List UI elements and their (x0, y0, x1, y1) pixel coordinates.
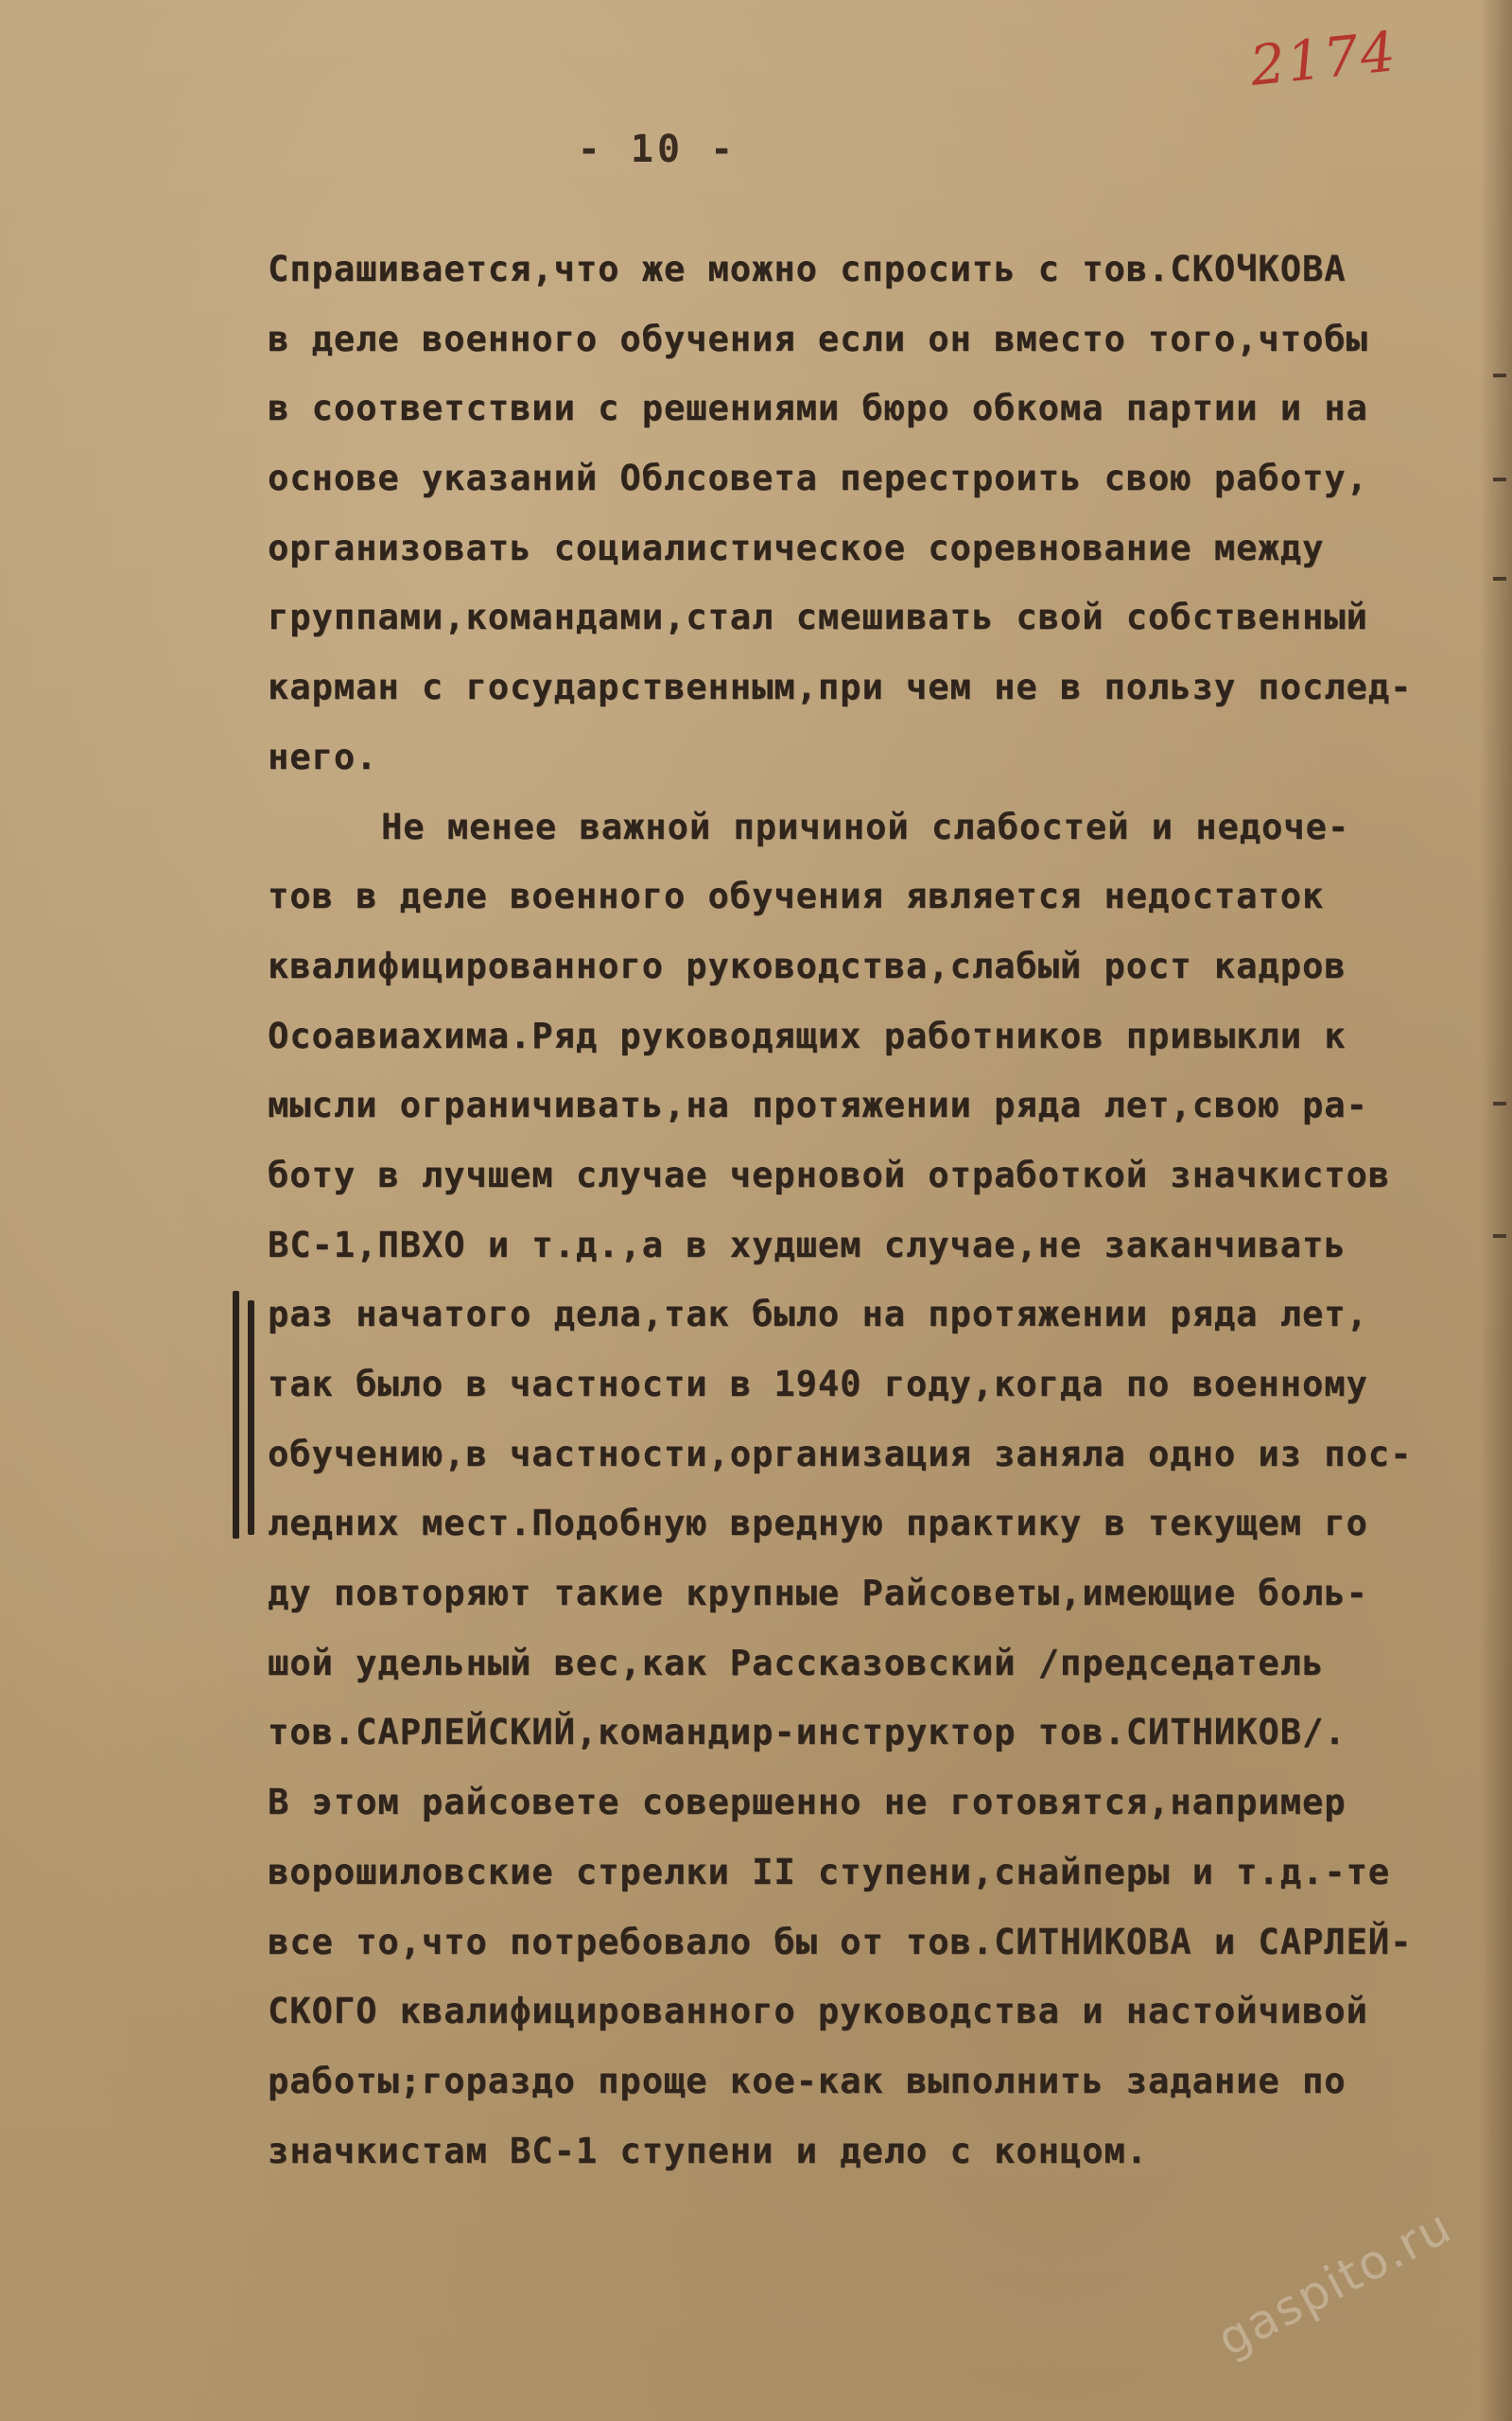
text-line: обучению,в частности,организация заняла одно из пос- (268, 1433, 1413, 1474)
text-line: ледних мест.Подобную вредную практику в текущем го (268, 1503, 1368, 1544)
text-line: боту в лучшем случае черновой отработкой значкистов (268, 1154, 1391, 1195)
text-line: карман с государственным,при чем не в пользу послед- (268, 667, 1413, 708)
text-line: в деле военного обучения если он вместо того,чтобы (268, 318, 1368, 359)
text-line: ду повторяют такие крупные Райсоветы,имеющие боль- (268, 1573, 1368, 1614)
text-line: организовать социалистическое соревнование между (268, 527, 1325, 568)
edge-tick-mark (1493, 478, 1506, 481)
text-line: него. (268, 736, 378, 777)
text-line: основе указаний Облсовета перестроить свою работу, (268, 458, 1368, 499)
edge-tick-mark (1493, 1102, 1506, 1106)
text-line: так было в частности в 1940 году,когда по военному (268, 1364, 1368, 1404)
text-line: ворошиловские стрелки II ступени,снайперы и т.д.-те (268, 1851, 1391, 1892)
text-line: все то,что потребовало бы от тов.СИТНИКОВА и САРЛЕЙ- (268, 1921, 1413, 1962)
text-line: работы;гораздо проще кое-как выполнить задание по (268, 2060, 1347, 2101)
text-line: в соответствии с решениями бюро обкома партии и на (268, 388, 1368, 429)
text-line: тов.САРЛЕЙСКИЙ,командир-инструктор тов.СИТНИКОВ/. (268, 1712, 1347, 1753)
text-line: квалифицированного руководства,слабый рост кадров (268, 945, 1347, 986)
text-line: В этом райсовете совершенно не готовятся,например (268, 1782, 1347, 1823)
text-line: значкистам ВС-1 ступени и дело с концом. (268, 2130, 1149, 2171)
page-number: - 10 - (577, 128, 738, 171)
text-line: СКОГО квалифицированного руководства и настойчивой (268, 1991, 1368, 2032)
text-line: группами,командами,стал смешивать свой собственный (268, 597, 1368, 638)
text-line: раз начатого дела,так было на протяжении ряда лет, (268, 1294, 1368, 1335)
text-line: шой удельный вес,как Рассказовский /председатель (268, 1642, 1325, 1683)
edge-tick-mark (1493, 577, 1506, 581)
margin-mark-left (233, 1291, 239, 1539)
text-line: Осоавиахима.Ряд руководящих работников привыкли к (268, 1015, 1347, 1056)
text-line: ВС-1,ПВХО и т.д.,а в худшем случае,не заканчивать (268, 1224, 1347, 1265)
edge-tick-mark (1493, 374, 1506, 377)
text-line: Не менее важной причиной слабостей и недоче- (381, 806, 1350, 847)
edge-tick-mark (1493, 1234, 1506, 1238)
text-line: мысли ограничивать,на протяжении ряда лет,свою ра- (268, 1085, 1368, 1126)
text-line: тов в деле военного обучения является недостаток (268, 876, 1325, 917)
margin-mark-right (248, 1300, 254, 1535)
archive-sheet-number: 2174 (1246, 19, 1400, 98)
watermark: gaspito.ru (1208, 2198, 1461, 2368)
text-line: Спрашивается,что же можно спросить с тов.СКОЧКОВА (268, 249, 1347, 289)
typed-body-text (268, 235, 1487, 2186)
